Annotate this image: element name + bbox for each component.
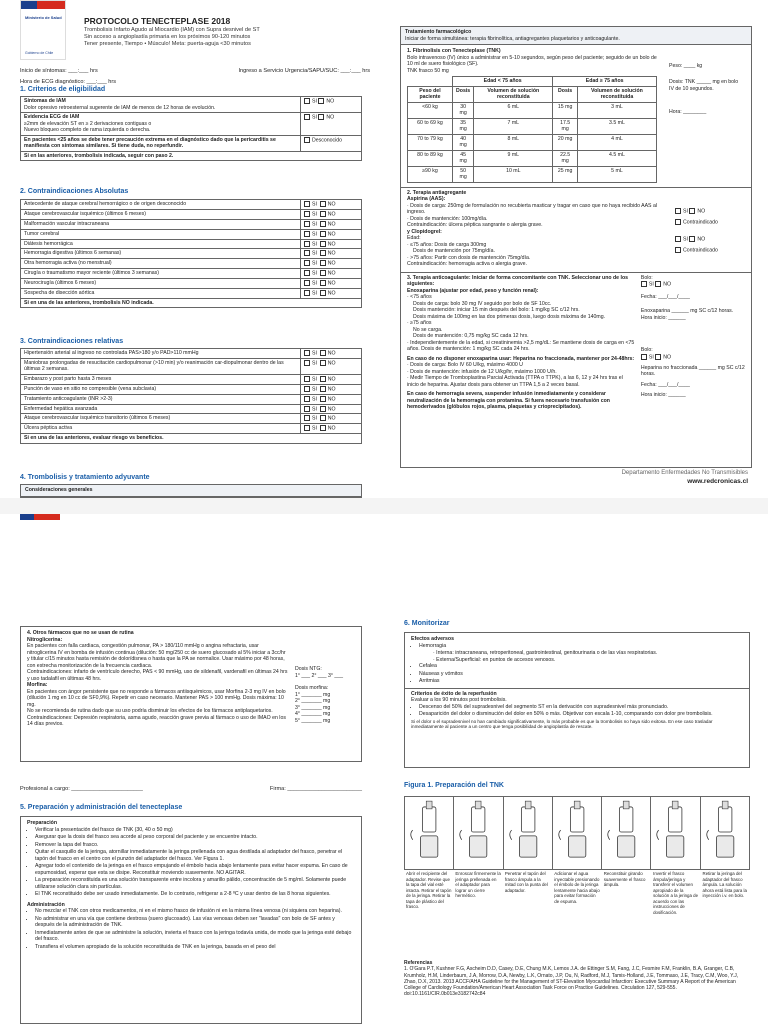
checkbox-si[interactable] — [304, 360, 310, 366]
checkbox-si[interactable] — [304, 406, 310, 412]
checkbox-si[interactable] — [304, 280, 310, 286]
checkbox-no[interactable] — [320, 406, 326, 412]
list-item: • Quitar el casquillo de la jeringa, atornillar inmediatamente la jeringa prellenada con agua destilada al adaptador del frasco, penetrar el tapón del frasco en el centro con el punzón del adaptador del frasco. Ver Figura 1. — [35, 849, 355, 862]
dose-row: 60 to 69 kg 35 mg 7 mL 17.5 mg 3.5 mL — [408, 118, 657, 134]
contra-item: Cirugía o traumatismo mayor reciente (últimos 3 semanas) — [21, 269, 301, 279]
contra-row: Ataque cerebrovascular isquémico transitorio (últimos 6 meses) SI NO — [21, 414, 362, 424]
contra-item: Embarazo y post parto hasta 3 meses — [21, 374, 301, 384]
dose-table: Edad < 75 años Edad ≥ 75 años Peso del paciente Dosis Volumen de solución reconstituida Dosis Volumen de solución reconstituida <60 kg 30 mg 6 mL 15 mg 3 mL 60 to 69 kg 35 mg 7 mL 17.5 mg 3.5 mL 70 to 79 kg 40 mg 8 mL 20 mg 4 mL 80 to 89 kg 45 mg 9 mL 22.5 mg 4.5 mL ≥90 kg 50 mg 10 mL 25 mg 5 mL — [407, 76, 657, 183]
figure-caption: Abrir el recipiente del adaptador. Revise que la tapa del vial esté intacta. Retirar el tapón de la jeringa. Retirar la tapa de plástico del frasco. — [406, 871, 452, 909]
figure-caption: Retirar la jeringa del adaptador del frasco ámpula. La solución ahora está lista para la inyección i.v. en bolo. — [702, 871, 747, 898]
contra-item: Úlcera péptica activa — [21, 424, 301, 434]
section-6-heading: 6. Monitorizar — [404, 620, 450, 627]
checkbox-si[interactable] — [304, 376, 310, 382]
checkbox-no[interactable] — [320, 425, 326, 431]
checkbox-si[interactable] — [304, 114, 310, 120]
syringe-vial-illustration — [405, 797, 453, 869]
ingreso-urgencia: Ingreso a Servicio Urgencia/SAPU/SUC: ___:___ hrs — [238, 68, 370, 74]
figure-step-4 — [553, 797, 602, 869]
section-5-heading: 5. Preparación y administración del tenecteplase — [20, 804, 183, 811]
contra-item: Tumor cerebral — [21, 229, 301, 239]
checkbox-no[interactable] — [320, 386, 326, 392]
syringe-vial-illustration — [701, 797, 749, 869]
checkbox-si[interactable] — [304, 350, 310, 356]
checkbox-si[interactable] — [304, 201, 310, 207]
checkbox-si[interactable] — [304, 221, 310, 227]
checkbox-no[interactable] — [320, 241, 326, 247]
figure-step-6 — [651, 797, 700, 869]
eligibility-table: Síntomas de IAM Dolor opresivo retroesternal sugerente de IAM de menos de 12 horas de evolución. SI NO Evidencia ECG de IAM ≥2mm de elevación ST en ≥ 2 derivaciones contiguas o Nuevo bloqueo completo de rama izquierda o derecha. SI NO En pacientes <25 años se debe tener precaución extrema en el diagnóstico dado que la pericarditis se manifiesta con síntomas similares. Si tiene duda, no reperfundir. Desconocido Si en las anteriores, trombolisis indicada, seguir con paso 2. — [20, 96, 362, 161]
contra-item: Hipertensión arterial al ingreso no controlada PAS>180 y/o PAD>110 mmHg — [21, 349, 301, 359]
list-item: • Verificar la presentación del frasco de TNK (30, 40 o 50 mg) — [35, 827, 355, 834]
checkbox-si[interactable] — [304, 250, 310, 256]
checkbox-no[interactable] — [318, 114, 324, 120]
page-1 — [0, 0, 384, 498]
contra-item: Ataque cerebrovascular isquémico transitorio (últimos 6 meses) — [21, 414, 301, 424]
dose-row: 70 to 79 kg 40 mg 8 mL 20 mg 4 mL — [408, 134, 657, 150]
list-item: • El TNK reconstituido debe ser usado inmediatamente. De lo contrario, refrigerar a 2-8 ºC y usar dentro de las 8 horas siguientes. — [35, 891, 355, 898]
monitor-panel: Efectos adversos • Hemorragia · Interna: intracraneana, retroperitoneal, gastrointestinal, genitourinaria o de las vías respiratorias. · Externa/Superficial: en puntos de accesos venosos. • Cefalea • Náuseas y vómitos • Arritmias Criterios de éxito de la reperfusión Evaluar a los 90 minutos post trombolisis. • Descenso del 50% del supradesnivel del segmento ST en la derivación con supradesnivel más pronunciado. • Desaparición del dolor o disminución del dolor en 50% o más. Objetivar con escala 1-10, comparando con dolor pre trombolisis. Si el dolor o el supradesnivel no han cambiado significativamente, lo más probable es que la trombolisis no haya sido exitosa. En ese caso trasladar inmediatamente al paciente a un centro que tenga posibilidad de angioplastía de rescate. — [404, 632, 750, 768]
checkbox-si[interactable] — [304, 396, 310, 402]
signature-line: Profesional a cargo: _______________________ Firma: ________________________ — [20, 786, 362, 792]
page-2 — [384, 0, 768, 498]
checkbox-no[interactable] — [689, 208, 695, 214]
contra-row: Malformación vascular intracraneana SI NO — [21, 219, 362, 229]
checkbox-no[interactable] — [689, 236, 695, 242]
ministerio-logo: Ministerio de Salud Gobierno de Chile — [20, 0, 66, 60]
figure-caption: Invertir el frasco ámpula/jeringa y transferir el volumen apropiado de la solución a la jeringa de acuerdo con las instrucciones de dosificación. — [653, 871, 699, 915]
section-3-heading: 3. Contraindicaciones relativas — [20, 338, 124, 345]
contra-row: Tratamiento anticoagulante (INR >2-3) SI NO — [21, 394, 362, 404]
checkbox-si[interactable] — [304, 98, 310, 104]
figure-caption: Reconstituir girando suavemente el frasco ámpula. — [603, 871, 646, 887]
checkbox-no[interactable] — [320, 396, 326, 402]
figure-caption: Penetrar el tapón del frasco ámpula a la mitad con la punta del adaptador. — [504, 871, 548, 893]
contra-row: Enfermedad hepática avanzada SI NO — [21, 404, 362, 414]
checkbox-no[interactable] — [318, 98, 324, 104]
checkbox-no[interactable] — [320, 376, 326, 382]
flag-stripe — [20, 514, 60, 520]
syringe-vial-illustration — [454, 797, 502, 869]
syringe-vial-illustration — [602, 797, 650, 869]
eligibility-1-options: SI NO — [301, 97, 362, 113]
figure-step-3 — [504, 797, 553, 869]
general-considerations: Consideraciones generales — [20, 484, 362, 498]
checkbox-si[interactable] — [304, 386, 310, 392]
list-item: • Inmediatamente antes de que se administre la solución, invierta el frasco con la jeringa todavía unida, de modo que la jeringa esté debajo del frasco. — [35, 930, 355, 943]
checkbox-no[interactable] — [320, 280, 326, 286]
checkbox-si[interactable] — [304, 270, 310, 276]
contra-item: Diátesis hemorrágica — [21, 239, 301, 249]
checkbox-si[interactable] — [304, 260, 310, 266]
contra-footer: Si en una de las anteriores, trombolisis NO indicada. — [21, 298, 362, 308]
dosis-field: Dosis: TNK _____ mg en bolo IV de 10 segundos. — [669, 79, 739, 92]
absolute-contra-table — [20, 199, 362, 308]
relative-contra-table — [20, 348, 362, 444]
references: Referencias 1. O'Gara P.T, Kushner F.G, Ascheim D.D, Casey, D.E, Chung M.K, Lemos J.A. de Ettinger S.M, Fang, J.C, Fesmire F.M, Franklin, B.A, Granger, C.B, Krumholz, H.M, Linderbaum, J.A, Morrow, D.A, Newby, L.K, Ornato, J.P, Ou, N, Radford, M.J, Tamis-Holland, J.E, Tommaso, J.E, Tracy, C.M, Woo, Y.J, Zhao, D.X, 2013. 2013 ACCF/AHA Guideline for the Management of ST-Elevation Myocardial Infarction: Executive Summary A Report of the American College of Cardiology Foundation/American Heart Association Task Force on Practice Guidelines. Circulation 127, 529-555. doi:10.1161/CIR.0b013e3182742c84 — [404, 960, 739, 998]
checkbox-si[interactable] — [304, 290, 310, 296]
checkbox-desconocido[interactable] — [304, 137, 310, 143]
dose-row: <60 kg 30 mg 6 mL 15 mg 3 mL — [408, 102, 657, 118]
contra-row: Tumor cerebral SI NO — [21, 229, 362, 239]
checkbox-no[interactable] — [320, 221, 326, 227]
list-item: • Agregar todo el contenido de la jeringa en el frasco empujando el émbolo hacia abajo lentamente para evitar hacer espuma. En caso de espumosidad, esperar que esta se disipe. Reconstituir moviendo suavemente. NO AGITAR. — [35, 863, 355, 876]
admin-list — [27, 908, 355, 950]
list-item: • No administrar en una vía que contiene dextrosa (suero glucosado). Las vías venosas deben ser "lavadas" con bolo de SF antes y después de la administración de TNK. — [35, 916, 355, 929]
hora-field: Hora: ________ — [669, 109, 707, 115]
page-4 — [384, 514, 768, 1024]
checkbox-si[interactable] — [641, 281, 647, 287]
contra-item: Malformación vascular intracraneana — [21, 219, 301, 229]
figure-step-2 — [454, 797, 503, 869]
checkbox-si[interactable] — [304, 211, 310, 217]
contra-item: Hemorragia digestiva (últimos 6 semanas) — [21, 249, 301, 259]
checkbox-si[interactable] — [304, 231, 310, 237]
peso-field: Peso: ____ kg — [669, 63, 703, 69]
contra-row: Punción de vaso en sitio no compresible (vena subclavia) SI NO — [21, 384, 362, 394]
contra-row: Neurocirugía (últimos 6 meses) SI NO — [21, 279, 362, 289]
page-3 — [0, 514, 384, 1024]
checkbox-no[interactable] — [655, 354, 661, 360]
checkbox-no[interactable] — [320, 260, 326, 266]
list-item: • Remover la tapa del frasco. — [35, 842, 355, 849]
section-1-heading: 1. Criterios de eligibilidad — [20, 86, 106, 93]
contra-item: Enfermedad hepática avanzada — [21, 404, 301, 414]
list-item: • La preparación reconstituida es una solución transparente entre incolora y amarillo pálido, concentración de 5 mg/ml. Solamente puede utilizarse solución clara sin partículas. — [35, 877, 355, 890]
syringe-vial-illustration — [553, 797, 601, 869]
checkbox-no[interactable] — [320, 270, 326, 276]
checkbox-si[interactable] — [675, 208, 681, 214]
contra-row: Cirugía o traumatismo mayor reciente (últimos 3 semanas) SI NO — [21, 269, 362, 279]
prep-list — [27, 827, 355, 898]
contra-item: Punción de vaso en sitio no compresible (vena subclavia) — [21, 384, 301, 394]
contra-row: Sospecha de disección aórtica SI NO — [21, 288, 362, 298]
checkbox-contraindicado[interactable] — [675, 247, 681, 253]
dose-row: ≥90 kg 50 mg 10 mL 25 mg 5 mL — [408, 166, 657, 182]
checkbox-no[interactable] — [320, 201, 326, 207]
figure-step-1 — [405, 797, 454, 869]
contra-item: Tratamiento anticoagulante (INR >2-3) — [21, 394, 301, 404]
contra-row: Hipertensión arterial al ingreso no controlada PAS>180 y/o PAD>110 mmHg SI NO — [21, 349, 362, 359]
prep-panel: Preparación • Verificar la presentación del frasco de TNK (30, 40 o 50 mg) • Asegurar que la dosis del frasco sea acorde al peso corporal del paciente y se encuentre intacto. • Remover la tapa del frasco. • Quitar el casquillo de la jeringa, atornillar inmediatamente la jeringa prellenada con agua destilada al adaptador del frasco, penetrar el tapón del frasco en el centro con el punzón del adaptador del frasco. Ver Figura 1. • Agregar todo el contenido de la jeringa en el frasco empujando el émbolo hacia abajo lentamente para evitar hacer espuma. En caso de espumosidad, esperar que esta se disipe. Reconstituir moviendo suavemente. NO AGITAR. • La preparación reconstituida es una solución transparente entre incolora y amarillo pálido, concentración de 5 mg/ml. Solamente puede utilizarse solución clara sin partículas. • El TNK reconstituido debe ser usado inmediatamente. De lo contrario, refrigerar a 2-8 ºC y usar dentro de las 8 horas siguientes. Administración • No mezclar el TNK con otros medicamentos, ni en el mismo frasco de infusión ni en la misma línea venosa (ni siquiera con heparina). • No administrar en una vía que contiene dextrosa (suero glucosado). Las vías venosas deben ser "lavadas" con bolo de SF antes y después de la administración de TNK. • Inmediatamente antes de que se administre la solución, invierta el frasco con la jeringa todavía unida, de modo que la jeringa esté debajo del frasco. • Transfiera el volumen apropiado de la solución reconstituida de TNK en la jeringa, basada en el peso del — [20, 816, 362, 1024]
checkbox-no[interactable] — [320, 250, 326, 256]
figure-captions — [404, 870, 750, 916]
checkbox-no[interactable] — [320, 231, 326, 237]
section-4-heading: 4. Trombolisis y tratamiento adyuvante — [20, 474, 150, 481]
checkbox-si[interactable] — [675, 236, 681, 242]
syringe-vial-illustration — [651, 797, 699, 869]
contra-row: Ataque cerebrovascular isquémico (últimos 6 meses) SI NO — [21, 209, 362, 219]
figure-title: Figura 1. Preparación del TNK — [404, 782, 504, 789]
figure-step-7 — [701, 797, 749, 869]
checkbox-no[interactable] — [320, 360, 326, 366]
list-item: • Asegurar que la dosis del frasco sea acorde al peso corporal del paciente y se encuentre intacto. — [35, 834, 355, 841]
checkbox-no[interactable] — [320, 290, 326, 296]
checkbox-no[interactable] — [655, 281, 661, 287]
dose-row: 80 to 89 kg 45 mg 9 mL 22.5 mg 4.5 mL — [408, 150, 657, 166]
figure-steps — [404, 796, 750, 870]
figure-step-5 — [602, 797, 651, 869]
checkbox-no[interactable] — [320, 350, 326, 356]
figure-caption: Adicionar el agua inyectable presionando el émbolo de la jeringa lentamente hacia abajo para evitar formación de espuma. — [554, 871, 600, 904]
hora-ecg: Hora de ECG diagnóstico: ___:___ hrs — [20, 78, 117, 85]
figure-caption: Enroscar firmemente la jeringa prellenada en el adaptador para lograr un cierre hermético. — [455, 871, 501, 898]
list-item: • No mezclar el TNK con otros medicamentos, ni en el mismo frasco de infusión ni en la misma línea venosa (ni siquiera con heparina). — [35, 908, 355, 915]
contra-row: Otra hemorragia activa (no menstrual) SI NO — [21, 259, 362, 269]
checkbox-contraindicado[interactable] — [675, 219, 681, 225]
contra-row: Maniobras prolongadas de resucitación cardiopulmonar (>10 min) y/o reanimación car-diopulmonar dentro de las últimas 2 semanas. SI NO — [21, 358, 362, 374]
contra-item: Ataque cerebrovascular isquémico (últimos 6 meses) — [21, 209, 301, 219]
contra-item: Neurocirugía (últimos 6 meses) — [21, 279, 301, 289]
contra-row: Antecedente de ataque cerebral hemorrágico o de origen desconocido SI NO — [21, 200, 362, 210]
contra-row: Diátesis hemorrágica SI NO — [21, 239, 362, 249]
contra-item: Antecedente de ataque cerebral hemorrágico o de origen desconocido — [21, 200, 301, 210]
checkbox-si[interactable] — [304, 425, 310, 431]
inicio-sintomas: Inicio de síntomas: ___:___ hrs — [20, 68, 98, 74]
checkbox-no[interactable] — [320, 211, 326, 217]
contra-row: Hemorragia digestiva (últimos 6 semanas) SI NO — [21, 249, 362, 259]
checkbox-si[interactable] — [304, 415, 310, 421]
subtitle: Trombolisis Infarto Agudo al Miocardio (IAM) con Supra desnivel de ST Sin acceso a angioplastía primaria en los próximos 90-120 minutos Tener presente, Tiempo • Músculo! Meta: puerta-aguja <30 minutos — [84, 27, 260, 47]
checkbox-no[interactable] — [320, 415, 326, 421]
other-drugs-panel: 4. Otros fármacos que no se usan de rutina Nitroglicerina: En pacientes con falla cardiaca, congestión pulmonar, PA > 180/110 mmHg o angina refractaria, usar nitroglicerina IV en bomba de infusión continua (dilución: 50 mg/250 cc de suero glucosado al 5% iniciar a 3cc/hr y titular c/15 minutos hasta remisión de dolor/disnea o hasta que la PA se normalice. Usar máximo por 48 horas, con estrecha monitorización de la frecuencia cardiaca. Contraindicaciones: infarto de ventrículo derecho, PAS < 90 mmHg, uso de sildenafil, vardenafil en últimas 24 hrs y uso tadalafil en últimas 48 hrs. Morfina: En pacientes con ángor persistente que no responde a fármacos antiisquémicos, usar Morfina 2-3 mg IV en bolo (dilución 1 mg en 10 cc de SF0,9%). Repetir en caso necesario. Mantener PAS > 100 mmHg. Dosis máxima: 10 mg. No se recomienda de rutina dado que su uso podría disminuir los efectos de los fármacos antiplaquetarios. Contraindicaciones: Depresión respiratoria, asma agudo, reacción grave previa al fármaco o uso de IMAO en los 14 días previos. Dosis NTG: 1° ___ 2° ___ 3° ___ Dosis morfina: 1° _______ mg 2° _______ mg 3° _______ mg 4° _______ mg 5° _______ mg — [20, 626, 362, 762]
contra-item: Maniobras prolongadas de resucitación cardiopulmonar (>10 min) y/o reanimación car-diopulmonar dentro de las últimas 2 semanas. — [21, 358, 301, 374]
contra-row: Embarazo y post parto hasta 3 meses SI NO — [21, 374, 362, 384]
section-2-heading: 2. Contraindicaciones Absolutas — [20, 188, 129, 195]
contra-footer: Si en una de las anteriores, evaluar riesgo vs beneficios. — [21, 434, 362, 444]
checkbox-si[interactable] — [641, 354, 647, 360]
contra-row: Úlcera péptica activa SI NO — [21, 424, 362, 434]
pharma-treatment-panel: Tratamiento farmacológico Iniciar de forma simultánea: terapia fibrinolítica, antiagregantes plaquetarios y anticoagulante. 1. Fibrinolisis con Tenecteplase (TNK) Bolo intravenoso (IV) único a administrar en 5-10 segundos, según peso del paciente; seguido de un bolo de 10 ml de suero fisiológico (SF). TNK frasco 50 mg Peso: ____ kg Dosis: TNK _____ mg en bolo IV de 10 segundos. Hora: ________ Edad < 75 años Edad ≥ 75 años Peso del paciente Dosis Volumen de solución reconstituida Dosis Volumen de solución reconstituida <60 kg 30 mg 6 mL 15 mg 3 mL 60 to 69 kg 35 mg 7 mL 17.5 mg 3.5 mL 70 to 79 kg 40 mg 8 mL 20 mg 4 mL 80 to 89 kg 45 mg 9 mL 22.5 mg 4.5 mL ≥90 kg 50 mg 10 mL 25 mg 5 mL 2. Terapia antiagregante Aspirina (AAS): · Dosis de carga: 250mg de formulación no recubierta masticar y tragar en caso que no haya recibido AAS al ingreso. · Dosis de mantención: 100mg/día. Contraindicación: úlcera péptica sangrante o alergia grave. y Clopidogrel: Edad: · ≤75 años: Dosis de carga 300mg Dosis de mantención por 75mg/día. · >75 años: Partir con dosis de mantención 75mg/día. Contraindicación: hemorragia activa o alergia grave. SI NO Contraindicado SI NO Contraindicado 3. Terapia anticoagulante: Iniciar de forma concomitante con TNK. Seleccionar uno de los siguientes: Enoxaparina (ajustar por edad, peso y función renal): · <75 años Dosis de carga: bolo 30 mg IV seguido por bolo de SF 10cc. Dosis mantención: iniciar 15 min después del bolo: 1 mg/kg SC c/12 hrs. Dosis máxima de 100mg en las dos primeras dosis, luego dosis máxima de 140mg. · ≥75 años No se carga. Dosis de mantención: 0,75 mg/kg SC cada 12 hrs. · Independientemente de la edad, si creatininemia >2,5 mg/dL: Se mantiene dosis de carga en <75 años. Dosis de mantención: 1 mg/kg SC cada 24 hrs. En caso de no disponer enoxaparina usar: Heparina no fraccionada, mantener por 24-48hrs: · Dosis de carga: Bolo IV 60 U/kg, máximo 4000 U · Dosis de mantención: infusión de 12 U/kg/hr, máximo 1000 U/h. · Medir Tiempo de Tromboplastina Parcial Activada (TTPA o TTPK), a las 6, 12 y 24 hrs tras el inicio de heparina. Ajustar dosis para obtener un TTPA 1,5 a 2 veces basal. En caso de hemorragia severa, suspender infusión inmediatamente y considerar neutralización de la hemorragia con protamina. Si fuera necesario transfusión con hemoderivados (glóbulos rojos, plasma, plaquetas y crioprecipitados). Bolo: SI NO Fecha: ___/___/____ Enoxaparina ______ mg SC c/12 horas. Hora inicio: ______ Bolo: SI NO Heparina no fraccionada ______ mg SC c/12 horas. Fecha: ___/___/____ Hora inicio: ______ — [400, 26, 752, 468]
contra-item: Sospecha de disección aórtica — [21, 288, 301, 298]
list-item: • Transfiera el volumen apropiado de la solución reconstituida de TNK en la jeringa, basada en el peso del — [35, 944, 355, 951]
syringe-vial-illustration — [504, 797, 552, 869]
checkbox-si[interactable] — [304, 241, 310, 247]
contra-item: Otra hemorragia activa (no menstrual) — [21, 259, 301, 269]
page-title: PROTOCOLO TENECTEPLASE 2018 — [84, 16, 231, 26]
organization-footer: Departamento Enfermedades No Transmisibles www.redcronicas.cl — [621, 470, 748, 485]
